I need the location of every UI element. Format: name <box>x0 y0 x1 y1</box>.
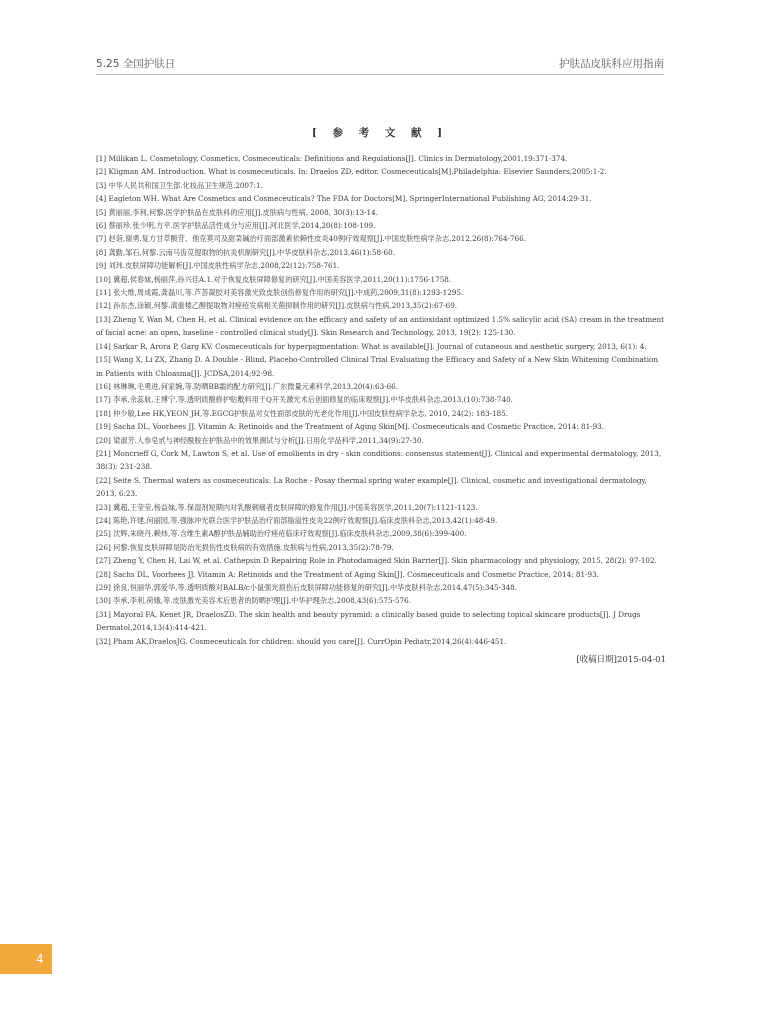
reference-text: 张大维,周成霞,龚磊川,等.芦荟凝胶对美容激光致皮肤创伤修复作用的研究[J].中成药,2009,31(8):1293-1295. <box>113 288 464 298</box>
running-header <box>96 56 664 72</box>
reference-number: [10] <box>96 274 111 284</box>
reference-text: 孙东杰,涂颖,何黎.滇重楼乙醇提取物对痤疮发病相关菌抑制作用的研究[J].皮肤病与性病,2013,35(2):67-69. <box>113 301 458 311</box>
reference-number: [2] <box>96 167 107 177</box>
reference-item <box>96 541 666 554</box>
reference-item <box>96 393 666 406</box>
reference-number: [30] <box>96 596 111 606</box>
reference-text: Zheng Y, Wan M, Chen H, et al. Clinical evidence on the efficacy and safety of an antioxidant optimized 1.5% salicylic acid (SA) cream in the treatment of facial acne: an open, baseline - controlled clinical study[J]. Skin Research and Technology, 2013, 19(2): 125-130. <box>96 314 664 338</box>
reference-item <box>96 313 666 340</box>
reference-text: 冀超,侯春妹,杨丽萍,孙兴佳A.1.对于恢复皮肤屏障修复的研究[J].中国美容医学,2011,20(11):1756-1758. <box>113 274 452 284</box>
reference-text: 李承,李利,荷娥,等.皮肤激光美容术后患者的防晒护理[J].中华护理杂志,2008,43(6):575-576. <box>113 596 411 606</box>
reference-number: [27] <box>96 556 111 566</box>
reference-text: Wang X, Li ZX, Zhang D. A Double - Blind, Placebo-Controlled Clinical Trial Evaluating the Efficacy and Safety of a New Skin Whitening Combination in Patients with Chloasma[J]. JCDSA,2014;92-98. <box>96 355 658 378</box>
reference-text: Moncrieff G, Cork M, Lawton S, et al. Use of emollients in dry - skin conditions: consensus statement[J]. Clinical and experimental dermatology, 2013, 38(3): 231-238. <box>96 448 662 472</box>
reference-text: 中华人民共和国卫生部.化妆品卫生规范.2007:1. <box>108 180 263 190</box>
reference-item <box>96 447 666 474</box>
reference-item <box>96 474 666 501</box>
reference-number: [12] <box>96 301 111 311</box>
reference-number: [20] <box>96 435 111 445</box>
reference-item <box>96 568 666 581</box>
reference-number: [6] <box>96 221 107 231</box>
reference-number: [18] <box>96 408 111 418</box>
reference-text: 梁淑芳.人参皂甙与神经酰胺在护肤品中的效果测试与分析[J].日用化学品科学,2011,34(9):27-30. <box>113 435 424 445</box>
reference-item <box>96 152 666 165</box>
reference-text: Sacha DL, Voorhees JJ. Vitamin A: Retinoids and the Treatment of Aging Skin[M]. Cosmeceuticals and Cosmetic Practice, 2014: 81-93. <box>113 422 605 432</box>
reference-item <box>96 420 666 433</box>
reference-number: [9] <box>96 261 107 271</box>
reference-item <box>96 514 666 527</box>
reference-item <box>96 353 666 380</box>
reference-item <box>96 206 666 219</box>
reference-text: 沈辉,朱晓丹,赖炜,等.含维生素A醇护肤品辅助治疗痤疮临床疗效观察[J].临床皮肤科杂志,2009,38(6):399-400. <box>113 529 467 539</box>
reference-text: Sarkar R, Arora P, Garg KV. Cosmeceuticals for hyperpigmentation: What is available[J]. Journal of cutaneous and aesthetic surgery, 2013, 6(1): 4. <box>113 341 647 351</box>
reference-item <box>96 165 666 178</box>
reference-text: Seite S. Thermal waters as cosmeceuticals: La Roche - Posay thermal spring water example[J]. Clinical, cosmetic and investigational dermatology, 2013, 6:23. <box>96 475 647 499</box>
reference-text: Eagleton WH. What Are Cosmetics and Cosmeceuticals? The FDA for Doctors[M]. SpringerInternational Publishing AG, 2014:29-31. <box>108 194 592 204</box>
reference-text: 陈艳,许建,何丽园,等.强脉冲光联合医学护肤品治疗面部脂溢性皮炎22例疗效观察[J].临床皮肤科杂志,2013,42(1):48-49. <box>113 515 498 525</box>
reference-item <box>96 246 666 259</box>
reference-number: [5] <box>96 207 107 217</box>
reference-text: Kligman AM. Introduction. What is cosmeceuticals. In: Draelos ZD, editor. Cosmeceuticals[M].Philadelphia: Elsevier Saunders,2005:1-2. <box>108 167 607 177</box>
reference-number: [22] <box>96 475 111 485</box>
reference-text: Mayoral FA, Kenet JR, DraelosZD. The skin health and beauty pyramid: a clinically based guide to selecting topical skincare products[J]. J Drugs Dermatol,2014,13(4):414-421. <box>96 609 641 633</box>
reference-text: 李承,余蕊航,王博宁,等.透明质酸修护贴敷料用于Q开关激光术后创面修复的临床观察[J].中华皮肤科杂志,2013,(10):738-740. <box>113 395 513 405</box>
reference-number: [25] <box>96 529 111 539</box>
reference-text: 刘玮.皮肤屏障功能解析[J].中国皮肤性病学杂志,2008,22(12):758-761. <box>108 261 340 271</box>
reference-item <box>96 594 666 607</box>
reference-number: [23] <box>96 502 111 512</box>
reference-item <box>96 192 666 205</box>
reference-number: [24] <box>96 515 111 525</box>
reference-number: [15] <box>96 355 111 365</box>
reference-item <box>96 527 666 540</box>
page-number-tab <box>0 944 52 974</box>
reference-number: [1] <box>96 154 107 163</box>
reference-text: 冀超,王莹莹,杨益妹,等.保湿剂短期内对乳酸刺痛者皮肤屏障的修复作用[J].中国美容医学,2011,20(7):1121-1123. <box>113 502 478 512</box>
reference-text: Sachs DL, Voorhees JJ. Vitamin A: Retinoids and the Treatment of Aging Skin[J]. Cosmeceuticals and Cosmetic Practice, 2014: 81-93. <box>113 569 599 579</box>
reference-item <box>96 407 666 420</box>
reference-text: 林琳琳,毛勇进,何家婉,等.防晒BB霜的配方研究[J].广东微量元素科学,2013,20(4):63-66. <box>113 381 399 391</box>
reference-number: [11] <box>96 288 111 298</box>
reference-text: 徐良,恒丽华,郭爱华,等.透明质酸对BALB/c小鼠强光损伤后皮肤屏障功能修复的研究[J].中华皮肤科杂志,2014,47(5):345-348. <box>113 583 518 592</box>
reference-item <box>96 232 666 245</box>
reference-item <box>96 581 666 594</box>
reference-text: 龚勤,邹石,何黎.云南马齿苋提取物的抗炎机制研究[J].中华皮肤科杂志,2013,46(1):58-60. <box>108 247 395 257</box>
reference-item <box>96 554 666 567</box>
reference-number: [3] <box>96 180 107 190</box>
reference-number: [26] <box>96 542 111 552</box>
reference-number: [19] <box>96 422 111 432</box>
page-number: 4 <box>36 952 44 966</box>
reference-number: [31] <box>96 609 111 619</box>
reference-number: [4] <box>96 194 107 204</box>
reference-item <box>96 340 666 353</box>
reference-text: Millikan L. Cosmetology, Cosmetics, Cosmeceuticals: Definitions and Regulations[J]. Clinics in Dermatology,2001,19:371-374. <box>108 154 568 163</box>
reference-number: [17] <box>96 395 111 405</box>
reference-item <box>96 608 666 635</box>
reference-number: [7] <box>96 234 107 244</box>
reference-text: 何黎.恢复皮肤屏障是防治光损伤性皮肤病的有效措施.皮肤病与性病,2013,35(2):78-79. <box>113 542 394 552</box>
reference-text: 赵诣,谢勇.复方甘草酸苷、他克莫司及甜菜碱治疗面部激素依赖性皮炎40例疗效观察[J].中国皮肤性病学杂志,2012,26(8):764-766. <box>108 234 526 244</box>
received-date: [收稿日期]2015-04-01 <box>576 655 666 665</box>
reference-number: [29] <box>96 583 111 592</box>
reference-list <box>96 152 666 648</box>
reference-item <box>96 179 666 192</box>
reference-item <box>96 635 666 648</box>
reference-text: 黄丽丽,李利,何黎.医学护肤品在皮肤科的应用[J].皮肤病与性病, 2008, 30(3):13-14. <box>108 207 378 217</box>
reference-number: [16] <box>96 381 111 391</box>
reference-item <box>96 286 666 299</box>
reference-number: [21] <box>96 448 111 458</box>
references-heading: [ 参 考 文 献 ] <box>311 127 449 139</box>
header-right: 护肤品皮肤科应用指南 <box>559 58 664 70</box>
reference-text: Zheng Y, Chen H, Lai W, et al. Cathepsin D Repairing Role in Photodamaged Skin Barrier[J]. Skin pharmacology and physiology, 2015, 28(2): 97-102. <box>113 556 657 566</box>
header-divider <box>96 74 664 75</box>
reference-number: [13] <box>96 314 111 324</box>
reference-item <box>96 501 666 514</box>
reference-item <box>96 434 666 447</box>
reference-item <box>96 380 666 393</box>
reference-item <box>96 219 666 232</box>
reference-item <box>96 273 666 286</box>
reference-number: [28] <box>96 569 111 579</box>
reference-item <box>96 259 666 272</box>
reference-item <box>96 299 666 312</box>
reference-text: Pham AK,DraelosJG. Cosmeceuticals for children: should you care[J]. CurrOpin Pediatr,2014,26(4):446-451. <box>113 636 507 646</box>
reference-text: 蔡丽珍,张少明,方平.医学护肤品活性成分与应用[J].河北医学,2014,20(8):108-109. <box>108 221 376 231</box>
reference-number: [32] <box>96 636 111 646</box>
header-left: 5.25 全国护肤日 <box>96 58 176 70</box>
reference-number: [8] <box>96 247 107 257</box>
reference-number: [14] <box>96 341 111 351</box>
reference-text: 仲少敏,Lee HK,YEON JH,等.EGCG护肤品对女性面部皮肤的光老化作用[J].中国皮肤性病学杂志, 2010, 24(2): 183-185. <box>113 408 509 418</box>
